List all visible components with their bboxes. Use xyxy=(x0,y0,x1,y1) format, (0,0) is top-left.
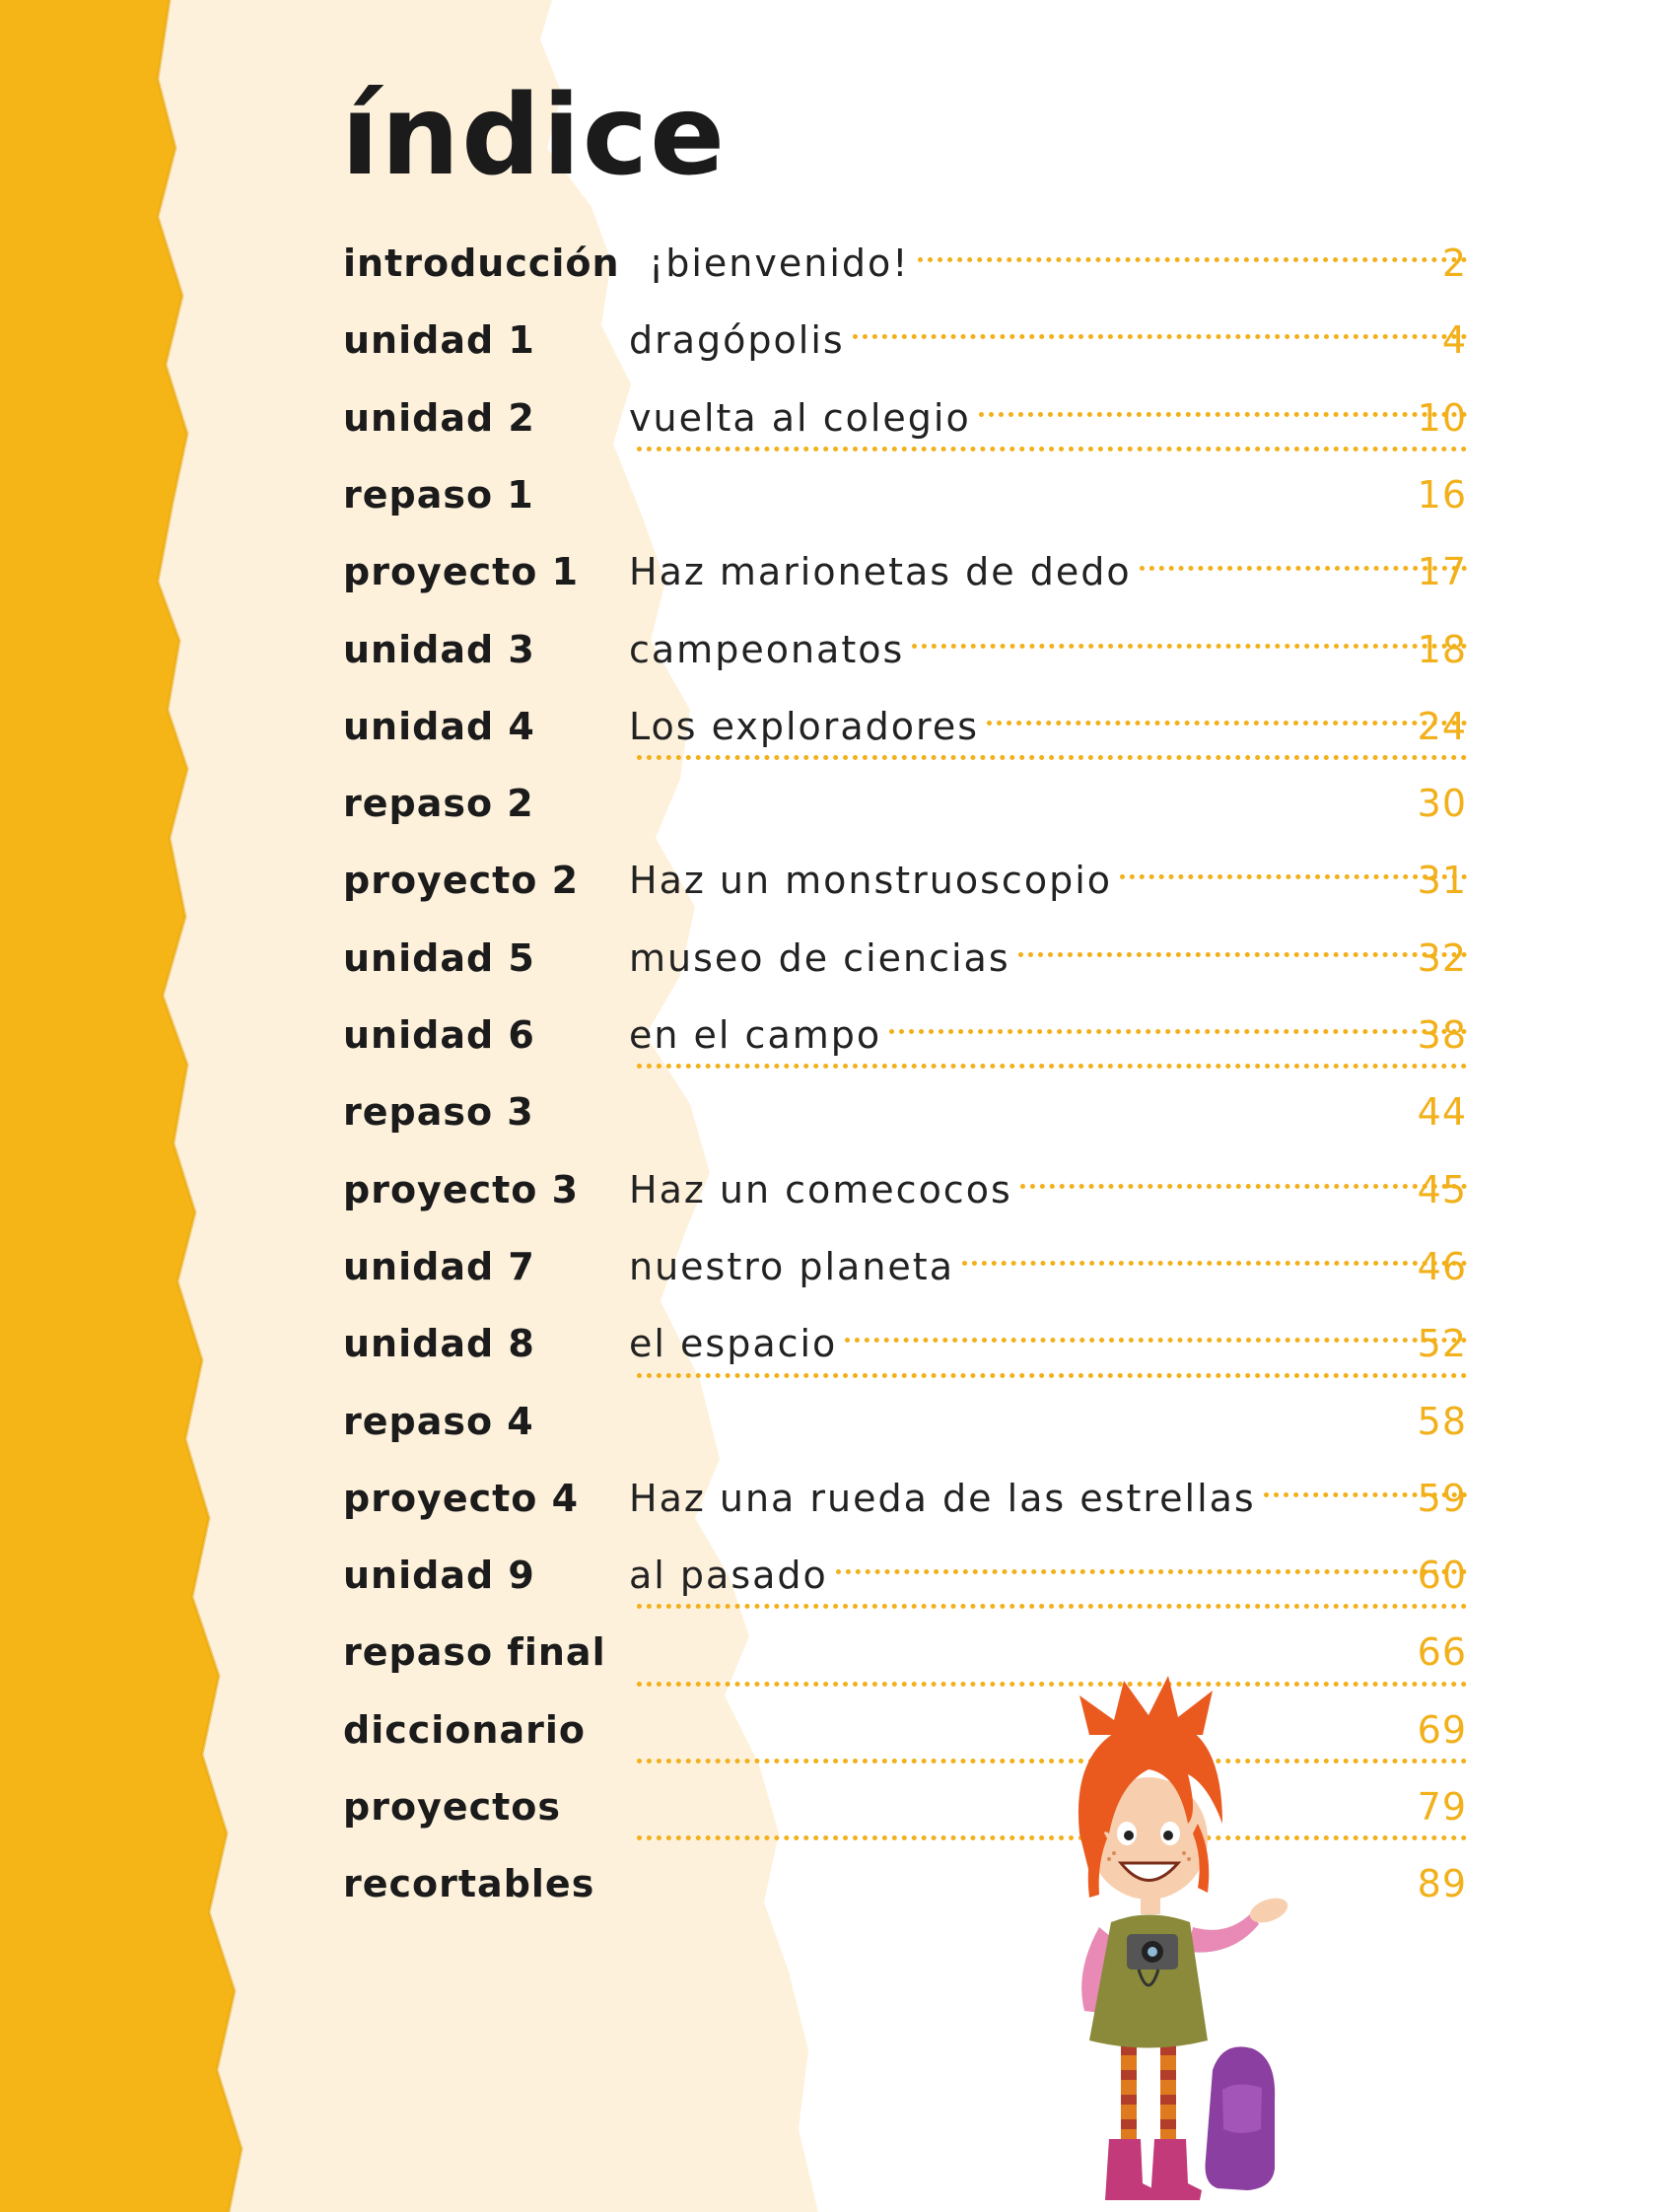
toc-label: proyectos xyxy=(343,1785,562,1829)
toc-label: proyecto 1 xyxy=(343,550,580,594)
toc-title: nuestro planeta xyxy=(629,1244,954,1288)
toc-leader-group xyxy=(629,1001,1473,1070)
toc-leader-group xyxy=(649,229,1473,298)
toc-label: unidad 4 xyxy=(343,704,535,748)
toc-label: repaso final xyxy=(343,1630,606,1675)
toc-title: al pasado xyxy=(629,1554,828,1598)
toc-page-number: 44 xyxy=(1417,1090,1467,1135)
toc-page-number: 10 xyxy=(1417,395,1467,440)
toc-row xyxy=(0,1772,1670,1841)
toc-page-number: 79 xyxy=(1417,1785,1467,1829)
toc-label: unidad 8 xyxy=(343,1322,535,1366)
toc-page-number: 46 xyxy=(1417,1244,1467,1288)
girl-with-camera-illustration xyxy=(1040,1676,1336,2208)
toc-title: dragópolis xyxy=(629,318,845,363)
toc-leader-group xyxy=(629,769,1473,838)
toc-page-number: 30 xyxy=(1417,782,1467,826)
toc-label: unidad 2 xyxy=(343,395,535,440)
toc-page-number: 4 xyxy=(1441,318,1467,363)
dotted-leader xyxy=(1020,1184,1467,1189)
toc-label: unidad 1 xyxy=(343,318,535,363)
toc-page-number: 66 xyxy=(1417,1630,1467,1675)
toc-title: Los exploradores xyxy=(629,704,979,748)
toc-row xyxy=(0,460,1670,529)
toc-page-number: 69 xyxy=(1417,1707,1467,1752)
toc-title: Haz un comecocos xyxy=(629,1167,1012,1211)
toc-title: en el campo xyxy=(629,1013,882,1057)
toc-label: repaso 1 xyxy=(343,472,534,517)
toc-page-number: 89 xyxy=(1417,1862,1467,1906)
toc-label: diccionario xyxy=(343,1707,586,1752)
toc-page-number: 32 xyxy=(1417,935,1467,980)
toc-title: museo de ciencias xyxy=(629,935,1010,980)
toc-leader-group xyxy=(629,460,1473,529)
toc-leader-group xyxy=(629,383,1473,452)
dotted-leader xyxy=(962,1261,1467,1266)
toc-row xyxy=(0,537,1670,606)
dotted-leader xyxy=(637,1373,1467,1378)
toc-row xyxy=(0,1232,1670,1301)
dotted-leader xyxy=(912,644,1467,649)
toc-title: Haz una rueda de las estrellas xyxy=(629,1476,1256,1520)
toc-row xyxy=(0,1155,1670,1224)
toc-title: Haz un monstruoscopio xyxy=(629,859,1113,903)
toc-page-number: 45 xyxy=(1417,1167,1467,1211)
dotted-leader xyxy=(979,412,1467,417)
toc-leader-group xyxy=(629,1541,1473,1610)
toc-row xyxy=(0,1541,1670,1610)
toc-row xyxy=(0,924,1670,993)
toc-title: Haz marionetas de dedo xyxy=(629,550,1132,594)
toc-label: proyecto 3 xyxy=(343,1167,580,1211)
toc-label: proyecto 4 xyxy=(343,1476,580,1520)
toc-label: unidad 5 xyxy=(343,935,535,980)
dotted-leader xyxy=(637,1064,1467,1069)
toc-row xyxy=(0,1387,1670,1456)
toc-leader-group xyxy=(629,924,1473,993)
toc-row xyxy=(0,229,1670,298)
toc-row xyxy=(0,383,1670,452)
toc-page-number: 58 xyxy=(1417,1399,1467,1443)
toc-page-number: 16 xyxy=(1417,472,1467,517)
toc-label: unidad 9 xyxy=(343,1554,535,1598)
toc-row xyxy=(0,1077,1670,1146)
toc-leader-group xyxy=(629,1309,1473,1378)
dotted-leader xyxy=(987,721,1467,726)
toc-row xyxy=(0,1001,1670,1070)
toc-leader-group xyxy=(629,1387,1473,1456)
toc-title: vuelta al colegio xyxy=(629,395,971,440)
toc-page-number: 18 xyxy=(1417,627,1467,671)
toc-leader-group xyxy=(629,1232,1473,1301)
toc-leader-group xyxy=(629,1155,1473,1224)
page-title: índice xyxy=(341,72,728,200)
toc-row xyxy=(0,1618,1670,1687)
toc-page-number: 17 xyxy=(1417,550,1467,594)
toc-row xyxy=(0,1464,1670,1533)
toc-page-number: 60 xyxy=(1417,1554,1467,1598)
toc-leader-group xyxy=(629,1077,1473,1146)
toc-leader-group xyxy=(629,692,1473,761)
toc-row xyxy=(0,1849,1670,1918)
toc-row xyxy=(0,306,1670,375)
dotted-leader xyxy=(918,257,1468,262)
dotted-leader xyxy=(637,755,1467,760)
dotted-leader xyxy=(853,334,1467,339)
dotted-leader xyxy=(836,1569,1467,1574)
toc-page-number: 31 xyxy=(1417,859,1467,903)
toc-page-number: 24 xyxy=(1417,704,1467,748)
dotted-leader xyxy=(845,1338,1467,1343)
toc-page-number: 52 xyxy=(1417,1322,1467,1366)
toc-label: introducción xyxy=(343,242,620,285)
toc-label: unidad 3 xyxy=(343,627,535,671)
toc-label: repaso 3 xyxy=(343,1090,534,1135)
toc-page-number: 38 xyxy=(1417,1013,1467,1057)
toc-label: proyecto 2 xyxy=(343,859,580,903)
toc-row xyxy=(0,846,1670,915)
toc-row xyxy=(0,692,1670,761)
toc-leader-group xyxy=(629,306,1473,375)
toc-page-number: 59 xyxy=(1417,1476,1467,1520)
toc-title: el espacio xyxy=(629,1322,838,1366)
toc-title: ¡bienvenido! xyxy=(649,242,910,285)
dotted-leader xyxy=(637,1604,1467,1609)
toc-label: recortables xyxy=(343,1862,595,1906)
toc-page-number: 2 xyxy=(1441,242,1467,285)
toc-label: unidad 6 xyxy=(343,1013,535,1057)
toc-row xyxy=(0,1309,1670,1378)
toc-leader-group xyxy=(629,615,1473,684)
dotted-leader xyxy=(889,1029,1467,1034)
toc-label: unidad 7 xyxy=(343,1244,535,1288)
toc-title: campeonatos xyxy=(629,627,905,671)
toc-label: repaso 4 xyxy=(343,1399,534,1443)
toc-row xyxy=(0,769,1670,838)
toc-label: repaso 2 xyxy=(343,782,534,826)
toc-leader-group xyxy=(629,846,1473,915)
dotted-leader xyxy=(637,447,1467,451)
toc-row xyxy=(0,1695,1670,1764)
toc-leader-group xyxy=(629,1464,1473,1533)
toc-row xyxy=(0,615,1670,684)
dotted-leader xyxy=(1018,952,1467,957)
dotted-leader xyxy=(1120,874,1467,879)
toc-leader-group xyxy=(629,537,1473,606)
